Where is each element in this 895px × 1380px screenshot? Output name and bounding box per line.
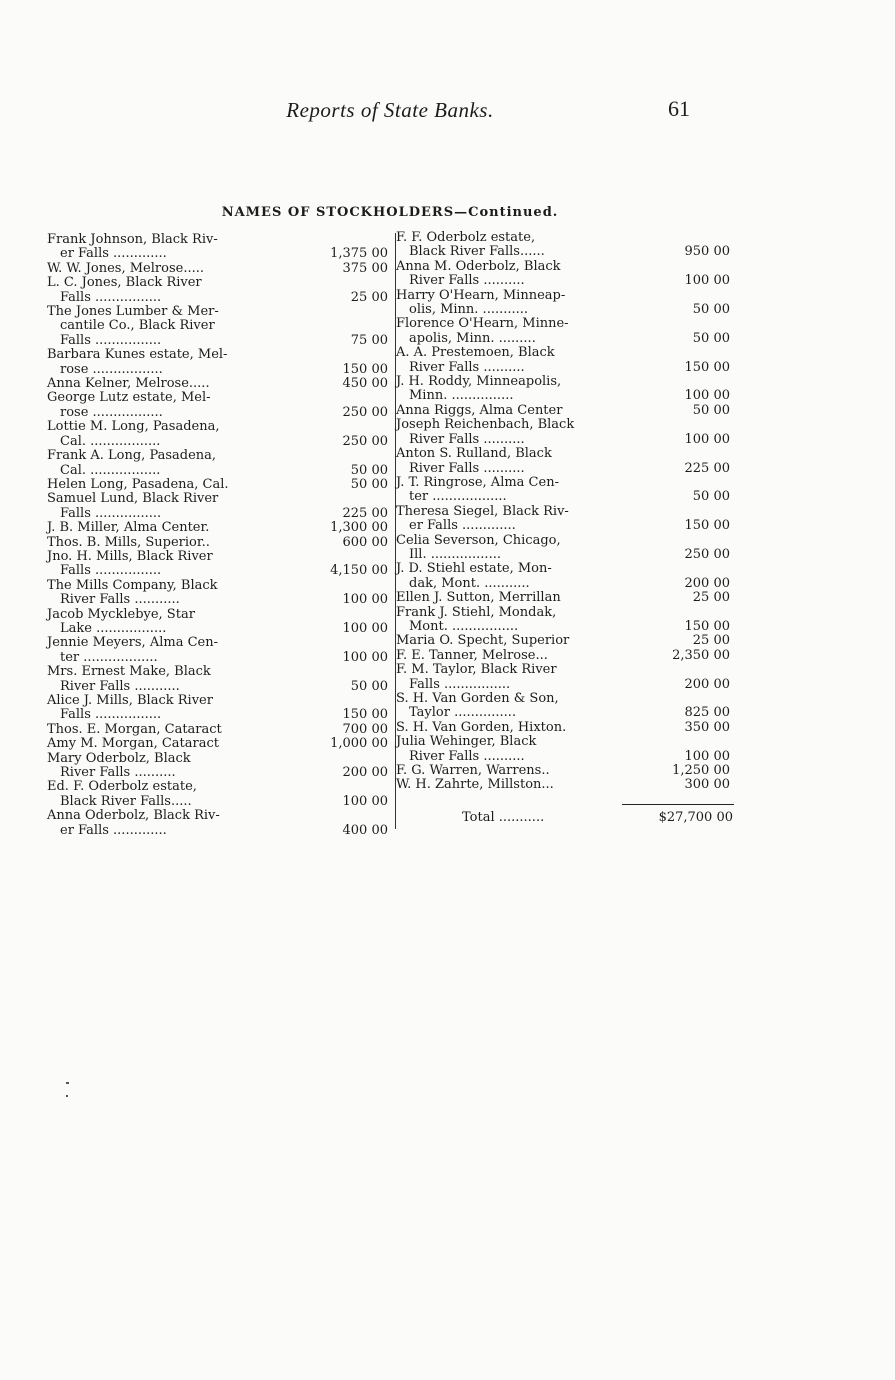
stockholder-entry bbox=[47, 492, 392, 521]
stockholder-name bbox=[47, 305, 277, 348]
stock-amount: 50 00 bbox=[692, 402, 730, 418]
stockholder-name bbox=[396, 317, 618, 346]
stockholder-entry bbox=[396, 562, 736, 591]
stock-amount: 100 00 bbox=[342, 620, 388, 636]
stockholder-name-line: W. W. Jones, Melrose..... bbox=[47, 260, 204, 276]
stock-amount: 1,250 00 bbox=[672, 763, 730, 779]
stockholder-name-line: W. H. Zahrte, Millston... bbox=[396, 777, 554, 793]
stockholder-name-line: L. C. Jones, Black River bbox=[47, 275, 202, 291]
stockholder-name-line: Theresa Siegel, Black Riv- bbox=[396, 503, 569, 519]
stockholder-name-line: olis, Minn. ........... bbox=[409, 302, 529, 318]
stockholder-name-line: F. E. Tanner, Melrose... bbox=[396, 647, 548, 663]
stock-amount: 100 00 bbox=[684, 748, 730, 764]
stockholder-name-line: George Lutz estate, Mel- bbox=[47, 390, 211, 406]
stockholder-name-line: Barbara Kunes estate, Mel- bbox=[47, 347, 228, 363]
stockholder-name-line: ter .................. bbox=[409, 489, 507, 505]
stockholder-entry bbox=[47, 348, 392, 377]
stockholder-name-line: Frank J. Stiehl, Mondak, bbox=[396, 604, 557, 620]
stock-amount: 50 00 bbox=[692, 302, 730, 318]
stockholder-entry bbox=[47, 391, 392, 420]
stock-amount: 950 00 bbox=[684, 244, 730, 260]
stockholder-name-line: Ed. F. Oderbolz estate, bbox=[47, 779, 197, 795]
section-title: NAMES OF STOCKHOLDERS—Continued. bbox=[221, 205, 559, 220]
stockholder-name-line: ter .................. bbox=[60, 649, 158, 665]
stockholder-name-line: dak, Mont. ........... bbox=[409, 575, 530, 591]
stockholder-entry bbox=[396, 346, 736, 375]
stockholder-name bbox=[396, 418, 618, 447]
stockholder-name-line: Jno. H. Mills, Black River bbox=[47, 548, 213, 564]
stockholder-name-line: The Mills Company, Black bbox=[47, 577, 218, 593]
stock-amount: 4,150 00 bbox=[330, 563, 388, 579]
stock-amount: 100 00 bbox=[684, 431, 730, 447]
stock-amount: 75 00 bbox=[350, 332, 388, 348]
stockholder-entry bbox=[47, 579, 392, 608]
stock-amount: 100 00 bbox=[342, 793, 388, 809]
stockholder-entry bbox=[47, 262, 392, 276]
stockholder-name-line: River Falls .......... bbox=[60, 765, 176, 781]
stockholder-name-line: Anna Riggs, Alma Center bbox=[396, 402, 563, 418]
stockholder-name-line: Falls ................ bbox=[60, 563, 162, 579]
stock-amount: 450 00 bbox=[342, 376, 388, 392]
stockholder-entry bbox=[47, 276, 392, 305]
stockholder-name bbox=[396, 606, 618, 635]
stockholder-name-line: F. F. Oderbolz estate, bbox=[396, 230, 536, 245]
stockholder-name bbox=[47, 536, 277, 550]
stockholder-name bbox=[396, 735, 618, 764]
stock-amount: 200 00 bbox=[684, 575, 730, 591]
stockholder-entry bbox=[47, 305, 392, 348]
stockholder-name bbox=[47, 262, 277, 276]
stockholder-name-line: Ellen J. Sutton, Merrillan bbox=[396, 590, 561, 606]
stock-amount: 50 00 bbox=[350, 462, 388, 478]
stockholder-name bbox=[396, 591, 618, 605]
stockholder-name bbox=[47, 521, 277, 535]
stockholder-name bbox=[396, 649, 618, 663]
stockholder-entry bbox=[396, 721, 736, 735]
stockholder-name bbox=[47, 233, 277, 262]
stockholder-name-line: er Falls ............. bbox=[60, 246, 167, 262]
total-amount: $27,700 00 bbox=[658, 810, 733, 825]
right-column bbox=[396, 231, 736, 793]
stockholder-name-line: River Falls .......... bbox=[409, 748, 525, 764]
stockholder-name bbox=[47, 579, 277, 608]
stockholder-name bbox=[396, 231, 618, 260]
stock-amount: 25 00 bbox=[692, 633, 730, 649]
stockholder-name-line: Mary Oderbolz, Black bbox=[47, 750, 191, 766]
stockholder-name-line: apolis, Minn. ......... bbox=[409, 330, 536, 346]
stock-amount: 150 00 bbox=[684, 518, 730, 534]
stockholder-entry bbox=[396, 692, 736, 721]
stockholder-name-line: The Jones Lumber & Mer- bbox=[47, 304, 219, 320]
stockholder-name bbox=[47, 478, 277, 492]
stockholder-name-line: Samuel Lund, Black River bbox=[47, 491, 219, 507]
stockholder-name-line: Lake ................. bbox=[60, 620, 167, 636]
stock-amount: 350 00 bbox=[684, 719, 730, 735]
stockholder-entry bbox=[47, 608, 392, 637]
stockholder-entry bbox=[396, 606, 736, 635]
stock-amount: 100 00 bbox=[684, 273, 730, 289]
stockholder-name bbox=[396, 289, 618, 318]
stock-amount: 50 00 bbox=[350, 678, 388, 694]
stockholder-name-line: S. H. Van Gorden & Son, bbox=[396, 691, 559, 706]
stockholder-entry bbox=[396, 534, 736, 563]
stock-amount: 2,350 00 bbox=[672, 647, 730, 663]
stock-amount: 825 00 bbox=[684, 705, 730, 721]
stockholder-name-line: Black River Falls...... bbox=[409, 244, 545, 260]
stockholder-entry bbox=[396, 418, 736, 447]
stockholder-name-line: rose ................. bbox=[60, 361, 163, 377]
stockholder-name bbox=[396, 721, 618, 735]
stockholder-entry bbox=[47, 737, 392, 751]
stockholder-entry bbox=[396, 778, 736, 792]
stockholder-entry bbox=[396, 231, 736, 260]
stockholder-name bbox=[47, 377, 277, 391]
stockholder-entry bbox=[396, 289, 736, 318]
stockholder-name-line: Minn. ............... bbox=[409, 388, 514, 404]
stock-amount: 200 00 bbox=[342, 765, 388, 781]
stockholder-name-line: Alice J. Mills, Black River bbox=[47, 693, 213, 708]
stock-amount: 250 00 bbox=[684, 546, 730, 562]
stockholder-name-line: River Falls ........... bbox=[60, 592, 180, 608]
stock-amount: 150 00 bbox=[342, 707, 388, 723]
stockholder-name bbox=[396, 375, 618, 404]
stockholder-name-line: Lottie M. Long, Pasadena, bbox=[47, 419, 220, 435]
stockholder-name-line: Maria O. Specht, Superior bbox=[396, 633, 570, 649]
stockholder-name-line: Anton S. Rulland, Black bbox=[396, 446, 552, 462]
scan-speck bbox=[66, 1082, 69, 1084]
stockholder-entry bbox=[396, 447, 736, 476]
stock-amount: 1,375 00 bbox=[330, 246, 388, 262]
stockholder-entry bbox=[47, 636, 392, 665]
stock-amount: 1,300 00 bbox=[330, 520, 388, 536]
stockholder-entry bbox=[396, 591, 736, 605]
stock-amount: 50 00 bbox=[692, 330, 730, 346]
stockholder-name-line: River Falls .......... bbox=[409, 359, 525, 375]
stock-amount: 700 00 bbox=[342, 721, 388, 737]
stock-amount: 100 00 bbox=[342, 649, 388, 665]
stockholder-name bbox=[396, 634, 618, 648]
stockholder-name bbox=[47, 420, 277, 449]
stockholder-name-line: cantile Co., Black River bbox=[60, 318, 215, 334]
stockholder-name bbox=[396, 404, 618, 418]
stockholder-name bbox=[396, 346, 618, 375]
stockholder-name-line: Amy M. Morgan, Cataract bbox=[47, 736, 219, 752]
stock-amount: 100 00 bbox=[684, 388, 730, 404]
stockholder-name bbox=[396, 778, 618, 792]
stock-amount: 100 00 bbox=[342, 592, 388, 608]
stockholder-name bbox=[396, 476, 618, 505]
stockholder-name-line: Falls ................ bbox=[60, 289, 162, 305]
stockholder-entry bbox=[396, 375, 736, 404]
stockholder-entry bbox=[47, 752, 392, 781]
stockholder-entry bbox=[47, 694, 392, 723]
stockholder-name-line: J. T. Ringrose, Alma Cen- bbox=[396, 474, 559, 490]
stockholder-name-line: Frank A. Long, Pasadena, bbox=[47, 448, 217, 464]
stockholder-entry bbox=[47, 521, 392, 535]
stockholder-entry bbox=[396, 260, 736, 289]
stockholder-entry bbox=[47, 420, 392, 449]
stockholder-name bbox=[47, 723, 277, 737]
stock-amount: 400 00 bbox=[342, 822, 388, 838]
stockholder-name-line: Black River Falls..... bbox=[60, 793, 192, 809]
stockholder-entry bbox=[396, 649, 736, 663]
stockholder-name bbox=[396, 764, 618, 778]
stockholder-name bbox=[396, 505, 618, 534]
stockholder-name-line: Helen Long, Pasadena, Cal. bbox=[47, 476, 229, 492]
stock-amount: 600 00 bbox=[342, 534, 388, 550]
scan-speck bbox=[66, 1095, 68, 1097]
stockholder-name-line: F. G. Warren, Warrens.. bbox=[396, 763, 550, 779]
stockholder-name bbox=[47, 752, 277, 781]
stockholder-name-line: Harry O'Hearn, Minneap- bbox=[396, 287, 566, 303]
total-label: Total ........... bbox=[462, 810, 545, 825]
stockholder-name-line: J. D. Stiehl estate, Mon- bbox=[396, 561, 552, 577]
stockholder-name-line: Joseph Reichenbach, Black bbox=[396, 417, 575, 433]
stockholder-entry bbox=[47, 809, 392, 838]
stockholder-name-line: River Falls .......... bbox=[409, 431, 525, 447]
page-header-title: Reports of State Banks. bbox=[286, 98, 494, 122]
stockholder-entry bbox=[396, 634, 736, 648]
stockholder-name-line: Celia Severson, Chicago, bbox=[396, 532, 561, 548]
stockholder-name-line: Jacob Mycklebye, Star bbox=[47, 606, 195, 622]
stock-amount: 250 00 bbox=[342, 404, 388, 420]
stockholder-name bbox=[396, 562, 618, 591]
stockholder-entry bbox=[396, 505, 736, 534]
stockholder-name-line: J. B. Miller, Alma Center. bbox=[47, 520, 210, 536]
stock-amount: 225 00 bbox=[342, 505, 388, 521]
stockholder-name-line: S. H. Van Gorden, Hixton. bbox=[396, 719, 567, 735]
stockholder-name-line: F. M. Taylor, Black River bbox=[396, 662, 557, 678]
stock-amount: 375 00 bbox=[342, 260, 388, 276]
stockholder-name bbox=[396, 260, 618, 289]
stockholder-name bbox=[47, 449, 277, 478]
stockholder-name bbox=[47, 694, 277, 723]
stockholder-name-line: River Falls .......... bbox=[409, 460, 525, 476]
stockholder-name-line: Anna Oderbolz, Black Riv- bbox=[47, 808, 220, 824]
stockholder-name-line: J. H. Roddy, Minneapolis, bbox=[396, 374, 562, 390]
stockholder-name-line: Falls ................ bbox=[60, 707, 162, 723]
stock-amount: 250 00 bbox=[342, 433, 388, 449]
stockholder-name bbox=[47, 665, 277, 694]
stockholder-name-line: Mont. ................ bbox=[409, 618, 519, 634]
stock-amount: 300 00 bbox=[684, 777, 730, 793]
stockholder-entry bbox=[47, 780, 392, 809]
stockholder-name-line: River Falls ........... bbox=[60, 678, 180, 694]
stockholder-name bbox=[47, 608, 277, 637]
stockholder-name-line: Falls ................ bbox=[60, 332, 162, 348]
stockholder-name bbox=[47, 276, 277, 305]
stockholder-name bbox=[47, 550, 277, 579]
stock-amount: 225 00 bbox=[684, 460, 730, 476]
stockholder-name-line: rose ................. bbox=[60, 404, 163, 420]
stockholder-name bbox=[396, 692, 618, 721]
stockholder-entry bbox=[47, 377, 392, 391]
stockholder-name-line: River Falls .......... bbox=[409, 273, 525, 289]
stockholder-name bbox=[47, 348, 277, 377]
stockholder-name-line: Thos. E. Morgan, Cataract bbox=[47, 721, 222, 737]
stockholder-name-line: Anna Kelner, Melrose..... bbox=[47, 376, 210, 392]
stock-amount: 25 00 bbox=[692, 590, 730, 606]
stock-amount: 1,000 00 bbox=[330, 736, 388, 752]
stock-amount: 50 00 bbox=[350, 476, 388, 492]
stockholder-entry bbox=[396, 764, 736, 778]
stock-amount: 150 00 bbox=[684, 359, 730, 375]
stockholder-name bbox=[47, 391, 277, 420]
stock-amount: 50 00 bbox=[692, 489, 730, 505]
stockholder-name-line: Thos. B. Mills, Superior.. bbox=[47, 534, 210, 550]
stock-amount: 200 00 bbox=[684, 676, 730, 692]
stockholder-entry bbox=[396, 476, 736, 505]
stock-amount: 25 00 bbox=[350, 289, 388, 305]
stockholder-name bbox=[47, 780, 277, 809]
stockholder-name bbox=[47, 636, 277, 665]
page-number: 61 bbox=[668, 96, 690, 121]
stockholder-name-line: Frank Johnson, Black Riv- bbox=[47, 232, 218, 247]
stockholder-name-line: Anna M. Oderbolz, Black bbox=[396, 258, 561, 274]
stock-amount: 150 00 bbox=[342, 361, 388, 377]
stockholder-entry bbox=[396, 735, 736, 764]
stockholder-entry bbox=[47, 449, 392, 478]
stockholder-name-line: A. A. Prestemoen, Black bbox=[396, 345, 555, 361]
stockholder-name bbox=[47, 809, 277, 838]
stockholder-entry bbox=[396, 317, 736, 346]
stockholder-entry bbox=[47, 233, 392, 262]
stockholder-name-line: Taylor ............... bbox=[409, 705, 517, 721]
stockholder-name-line: Falls ................ bbox=[60, 505, 162, 521]
left-column bbox=[47, 233, 392, 838]
stockholder-name bbox=[47, 492, 277, 521]
stockholder-name-line: Cal. ................. bbox=[60, 462, 161, 478]
stockholder-name-line: Ill. ................. bbox=[409, 546, 501, 562]
total-rule bbox=[622, 804, 734, 805]
stockholder-entry bbox=[47, 550, 392, 579]
stockholder-entry bbox=[47, 723, 392, 737]
stockholder-name-line: er Falls ............. bbox=[60, 822, 167, 838]
stockholder-name bbox=[396, 447, 618, 476]
stockholder-entry bbox=[396, 663, 736, 692]
stockholder-name bbox=[396, 663, 618, 692]
stockholder-entry bbox=[396, 404, 736, 418]
stockholder-name-line: Florence O'Hearn, Minne- bbox=[396, 316, 569, 332]
stockholder-entry bbox=[47, 478, 392, 492]
stockholder-name bbox=[47, 737, 277, 751]
stockholder-name-line: Falls ................ bbox=[409, 676, 511, 692]
stockholder-name-line: Mrs. Ernest Make, Black bbox=[47, 664, 211, 680]
stock-amount: 150 00 bbox=[684, 618, 730, 634]
stockholder-name bbox=[396, 534, 618, 563]
stockholder-entry bbox=[47, 665, 392, 694]
stockholder-name-line: Cal. ................. bbox=[60, 433, 161, 449]
stockholder-name-line: Jennie Meyers, Alma Cen- bbox=[47, 635, 218, 651]
stockholder-name-line: er Falls ............. bbox=[409, 518, 516, 534]
stockholder-entry bbox=[47, 536, 392, 550]
stockholder-name-line: Julia Wehinger, Black bbox=[396, 734, 537, 750]
